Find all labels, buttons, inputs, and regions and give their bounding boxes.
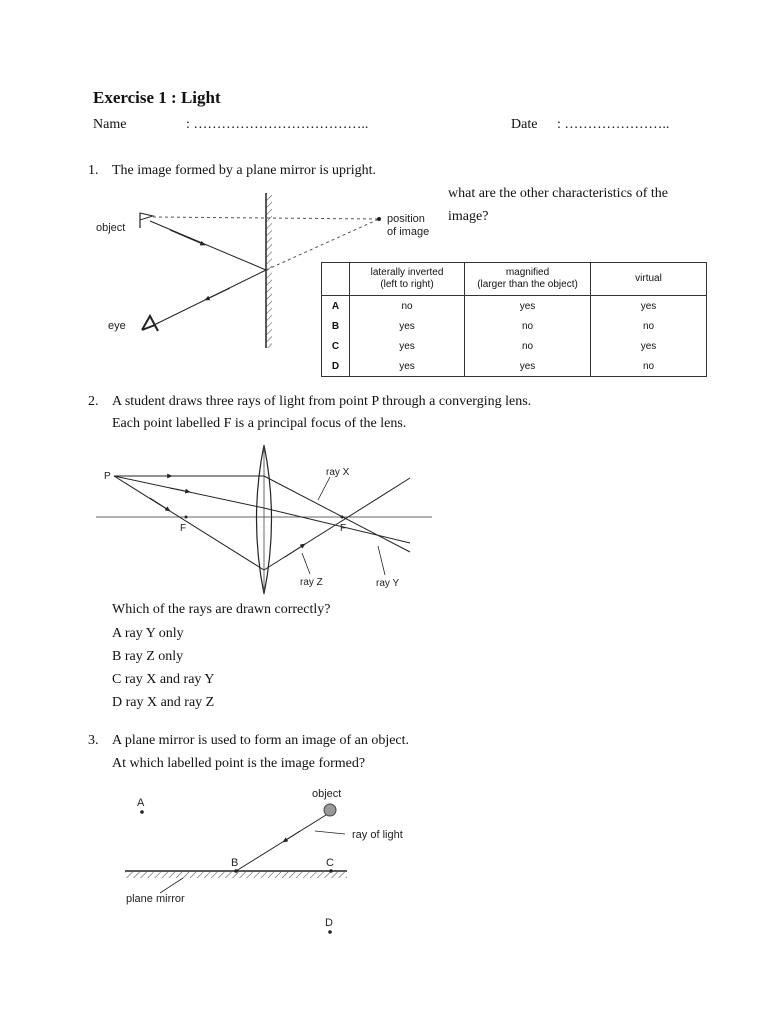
table-cell: yes — [465, 356, 591, 377]
table-cell: yes — [350, 336, 465, 356]
q1-object-flag — [140, 213, 153, 228]
q1-position-label-1: position — [387, 213, 425, 225]
table-cell: yes — [350, 316, 465, 336]
option-letter: A — [322, 296, 350, 317]
q3-point-d — [328, 930, 332, 934]
q2-ray-y-label: ray Y — [376, 578, 400, 589]
table-header — [322, 263, 350, 296]
q1-plane-mirror — [266, 193, 272, 348]
option-letter: D — [322, 356, 350, 377]
table-cell: yes — [640, 300, 657, 312]
q1-question-line2: image? — [448, 209, 489, 224]
name-label: Name — [93, 117, 127, 132]
table-header-row — [322, 263, 707, 296]
q3-object-label: object — [312, 788, 342, 800]
option-letter: B — [322, 316, 350, 336]
table-cell: no — [350, 296, 465, 317]
q2-ray-z-label: ray Z — [300, 577, 323, 588]
q2-ray-y-refracted — [264, 508, 410, 543]
q3-point-c — [329, 869, 333, 873]
q3-point-a-label: A — [137, 797, 145, 809]
q1-text: The image formed by a plane mirror is upright. — [112, 163, 376, 178]
q1-position-label-2: of image — [387, 226, 430, 238]
date-label: Date — [511, 117, 538, 132]
eye-icon — [142, 316, 158, 331]
header-laterally-inverted: laterally inverted (left to right) — [370, 267, 444, 290]
q1-reflected-arrow — [205, 288, 230, 300]
q3-point-a — [140, 810, 144, 814]
q1-question-line1: what are the other characteristics of the — [448, 186, 669, 201]
q3-mirror-label: plane mirror — [126, 893, 185, 905]
q3-point-c-label: C — [326, 857, 334, 869]
q2-focus-right: F — [340, 523, 347, 534]
q2-option-d[interactable]: D ray X and ray Z — [112, 695, 215, 710]
table-cell: no — [465, 336, 591, 356]
table-row[interactable] — [322, 356, 707, 377]
q3-object — [324, 804, 336, 816]
q3-line2: At which labelled point is the image formed? — [112, 756, 366, 771]
q3-point-b-label: B — [231, 857, 239, 869]
q2-ray-x-refracted — [264, 476, 410, 552]
header-magnified: magnified (larger than the object) — [477, 267, 578, 290]
table-cell: yes — [640, 340, 657, 352]
q2-number: 2. — [88, 394, 99, 409]
q3-ray-label: ray of light — [352, 829, 403, 841]
q1-incident-arrow — [170, 230, 205, 245]
table-row[interactable] — [322, 336, 707, 356]
option-letter: C — [322, 336, 350, 356]
q3-mirror-diagram — [125, 788, 403, 934]
q3-number: 3. — [88, 733, 99, 748]
table-cell: no — [642, 360, 655, 372]
table-header: virtual — [591, 263, 707, 296]
q2-line1: A student draws three rays of light from point P through a converging lens. — [112, 394, 532, 409]
table-cell: yes — [350, 356, 465, 377]
q2-ray-z-incident — [114, 476, 264, 570]
q2-p-label: P — [104, 471, 111, 482]
table-header — [350, 263, 465, 296]
q1-incident-ray — [150, 221, 266, 270]
q2-question: Which of the rays are drawn correctly? — [112, 602, 331, 617]
q3-point-d-label: D — [325, 917, 333, 929]
table-row[interactable] — [322, 296, 707, 317]
q2-ray-x-label: ray X — [326, 467, 350, 478]
name-field[interactable]: : ……………………………….. — [186, 117, 369, 132]
q2-option-a[interactable]: A ray Y only — [112, 626, 184, 641]
q1-number: 1. — [88, 163, 99, 178]
q2-option-c[interactable]: C ray X and ray Y — [112, 672, 215, 687]
table-cell: no — [465, 316, 591, 336]
q1-image-point — [377, 217, 381, 221]
table-cell: no — [642, 320, 655, 332]
table-cell: yes — [465, 296, 591, 317]
q3-line1: A plane mirror is used to form an image of an object. — [112, 733, 410, 748]
q1-eye-label: eye — [108, 320, 126, 332]
q3-ray-of-light — [236, 815, 326, 871]
table-row[interactable] — [322, 316, 707, 336]
q3-point-b — [234, 869, 238, 873]
q2-focus-left: F — [180, 523, 187, 534]
table-header — [465, 263, 591, 296]
q2-lens-diagram — [96, 445, 432, 594]
date-field[interactable]: : ………………….. — [557, 117, 670, 132]
q1-answer-table — [321, 262, 707, 377]
q1-object-label: object — [96, 222, 126, 234]
q2-option-b[interactable]: B ray Z only — [112, 649, 184, 664]
q2-line2: Each point labelled F is a principal focus of the lens. — [112, 416, 407, 431]
page-title: Exercise 1 : Light — [93, 88, 221, 107]
